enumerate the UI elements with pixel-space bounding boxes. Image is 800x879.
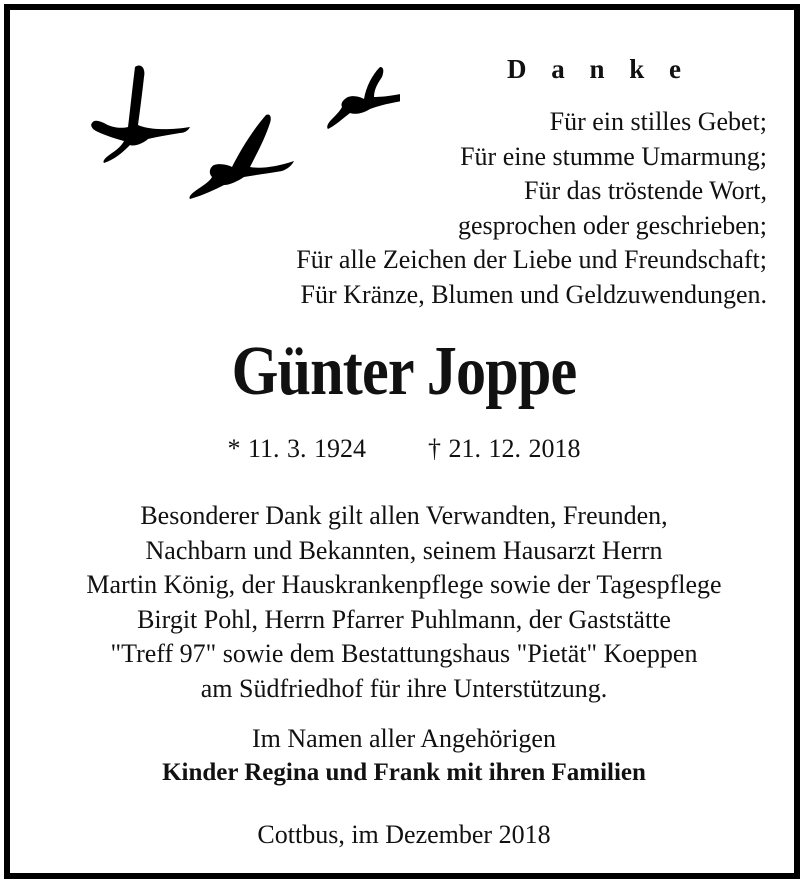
thanks-line: Für ein stilles Gebet; <box>549 107 767 136</box>
thanks-line: Für das tröstende Wort, <box>524 176 767 205</box>
message-line: Martin König, der Hauskrankenpflege sowie der Tagespflege <box>86 570 722 599</box>
family-line: Kinder Regina und Frank mit ihren Familien <box>162 759 646 786</box>
thanks-line: gesprochen oder geschrieben; <box>458 210 767 240</box>
message-line: "Treff 97" sowie dem Bestattungshaus "Pietät" Koeppen <box>110 639 698 668</box>
thanks-list <box>296 105 767 312</box>
signature-block <box>10 722 798 790</box>
on-behalf-line: Im Namen aller Angehörigen <box>252 724 556 753</box>
message-line: Birgit Pohl, Herrn Pfarrer Puhlmann, der Gaststätte <box>137 604 671 634</box>
thanks-line: Für eine stumme Umarmung; <box>460 141 767 171</box>
danke-heading: D a n k e <box>506 54 690 84</box>
message-line: Besonderer Dank gilt allen Verwandten, Freunden, <box>140 501 668 530</box>
notice-frame <box>4 4 800 879</box>
death-date: † 21. 12. 2018 <box>428 434 581 463</box>
message-line: Nachbarn und Bekannten, seinem Hausarzt Herrn <box>145 535 663 565</box>
goose-2 <box>189 114 294 199</box>
message-line: am Südfriedhof für ihre Unterstützung. <box>200 673 608 703</box>
thanks-line: Für Kränze, Blumen und Geldzuwendungen. <box>300 279 767 309</box>
birth-date: * 11. 3. 1924 <box>227 434 367 463</box>
thanks-message <box>10 499 798 706</box>
deceased-name: Günter Joppe <box>231 333 577 410</box>
thanks-line: Für alle Zeichen der Liebe und Freundschaft; <box>296 245 767 274</box>
place-date: Cottbus, im Dezember 2018 <box>257 820 551 849</box>
life-dates <box>10 434 798 464</box>
